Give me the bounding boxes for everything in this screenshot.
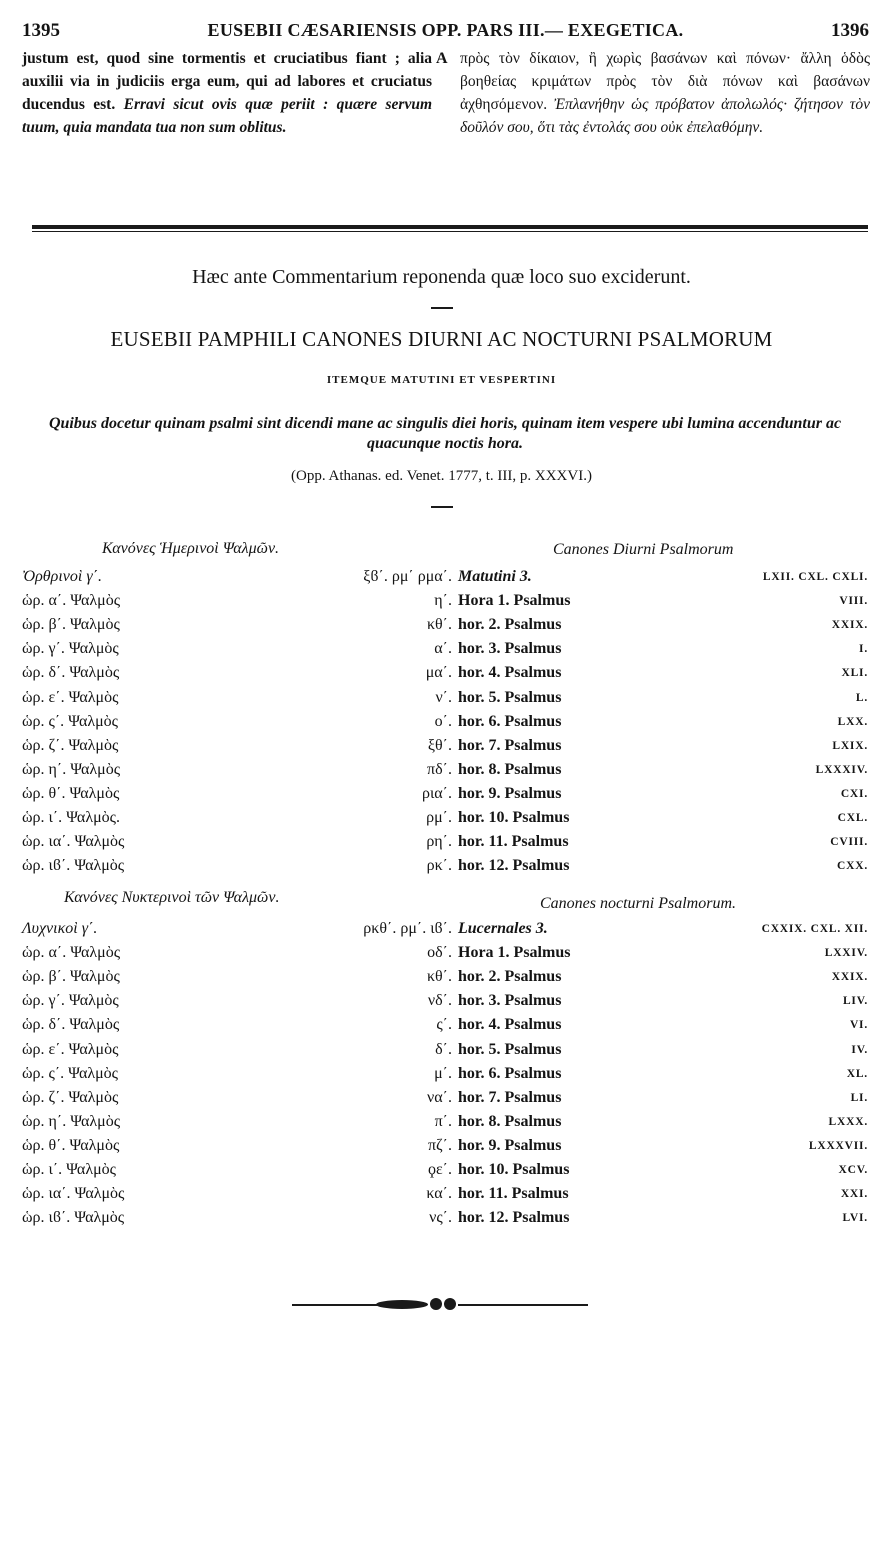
greek-hour-label: ὡρ. ιϐ΄. Ψαλμὸς [22,857,125,875]
running-title: EUSEBII CÆSARIENSIS OPP. PARS III.— EXEGETICA. [207,20,684,40]
greek-psalm-number: πδ΄. [427,760,452,778]
latin-hour-label: hor. 3. Psalmus [458,992,562,1010]
greek-psalm-number: κθ΄. [426,968,452,986]
greek-psalm-number: δ΄. [435,1040,452,1058]
section-divider-thick [32,225,868,229]
latin-psalm-number: LXIX. [832,739,868,752]
latin-hour-label: hor. 3. Psalmus [458,640,562,658]
greek-psalm-number: μα΄. [425,664,452,682]
canon-row [22,689,868,713]
canon-row [22,737,868,761]
canon-row [22,968,868,992]
greek-hour-label: ὡρ. α΄. Ψαλμὸς [22,592,121,610]
greek-hour-label: ὡρ. ε΄. Ψαλμὸς [22,1040,119,1058]
canon-row [22,833,868,857]
ornament-line-right [458,1304,588,1306]
greek-hour-label: Λυχνικοὶ γ΄. [22,920,98,937]
latin-psalm-number: XCV. [838,1164,868,1176]
greek-hour-label: ὡρ. ι΄. Ψαλμὸς. [22,809,120,826]
greek-psalm-number: ρια΄. [422,784,452,802]
latin-hour-label: hor. 11. Psalmus [458,833,569,851]
greek-hour-label: ὡρ. ς΄. Ψαλμὸς [22,1064,119,1082]
canon-row [22,1161,868,1185]
canon-row [22,809,868,833]
latin-psalm-number: CVIII. [830,836,868,849]
canon-row [22,1209,868,1233]
notice-line: Hæc ante Commentarium reponenda quæ loco suo exciderunt. [192,266,691,288]
latin-psalm-number: LXXXVII. [808,1139,868,1152]
canon-row [22,1065,868,1089]
latin-psalm-number: LXII. CXL. CXLI. [762,571,868,583]
greek-psalm-number: ϙε΄. [427,1161,452,1178]
greek-psalm-number: μ΄. [434,1064,452,1082]
greek-hour-label: ὡρ. δ΄. Ψαλμὸς [22,664,120,682]
greek-psalm-number: νς΄. [429,1209,452,1227]
latin-psalm-number: LIV. [842,995,868,1008]
latin-psalm-number: VIII. [839,595,868,608]
latin-psalm-number: CXXIX. CXL. XII. [761,923,868,935]
greek-psalm-number: κθ΄. [426,616,452,634]
latin-continuation [22,47,448,139]
latin-hour-label: hor. 5. Psalmus [458,688,562,706]
latin-hour-label: hor. 5. Psalmus [458,1040,562,1058]
latin-hour-label: hor. 9. Psalmus [458,1136,562,1154]
greek-hour-label: ὡρ. ς΄. Ψαλμὸς [22,712,119,730]
canon-row [22,1137,868,1161]
latin-hour-label: hor. 9. Psalmus [458,784,562,802]
canon-row [22,761,868,785]
greek-psalm-number: ν΄. [435,688,452,706]
canon-row [22,1185,868,1209]
greek-psalm-number: κα΄. [426,1185,452,1203]
greek-psalm-number: η΄. [434,592,452,610]
nocturni-greek-heading: Κανόνες Νυκτερινοὶ τῶν Ψαλμῶν. [64,889,280,906]
canon-row [22,713,868,737]
greek-psalm-number: ρκ΄. [426,857,452,875]
canon-row [22,568,868,592]
canon-row [22,920,868,944]
greek-psalm-number: οδ΄. [427,944,452,962]
page-number-left: 1395 [22,20,60,41]
canon-row [22,857,868,881]
latin-psalm-number: VI. [849,1019,868,1032]
greek-hour-label: ὡρ. α΄. Ψαλμὸς [22,944,121,962]
latin-hour-label: hor. 4. Psalmus [458,1016,562,1034]
canon-row [22,640,868,664]
latin-hour-label: hor. 8. Psalmus [458,1112,562,1130]
latin-hour-label: hor. 11. Psalmus [458,1185,569,1203]
greek-hour-label: ὡρ. θ΄. Ψαλμὸς [22,1136,120,1154]
greek-psalm-number: ς΄. [436,1016,452,1034]
ornament-dot [444,1298,456,1310]
latin-hour-label: Hora 1. Psalmus [458,592,571,610]
page-number-right: 1396 [831,20,869,41]
subtitle: ITEMQUE MATUTINI ET VESPERTINI [326,374,557,386]
latin-hour-label: hor. 7. Psalmus [458,736,562,754]
citation: (Opp. Athanas. ed. Venet. 1777, t. III, p. XXXVI.) [291,468,592,484]
description: Quibus docetur quinam psalmi sint dicendi mane ac singulis diei horis, quinam item vespere ubi lumina accenduntur ac quacunque noctis hora. [48,415,842,452]
latin-psalm-number: LXXIV. [824,947,868,960]
greek-hour-label: ὡρ. ε΄. Ψαλμὸς [22,688,119,706]
latin-continuation-quote: Erravi sicut ovis quæ periit : quære servum tuum, quia mandata tua non sum oblitus. [22,96,433,136]
ornament-line-left [292,1304,382,1306]
greek-hour-label: ὡρ. ζ΄. Ψαλμὸς [22,736,119,754]
greek-hour-label: ὡρ. ια΄. Ψαλμὸς [22,1185,125,1203]
title-separator-dash [431,307,453,309]
diurni-greek-heading: Κανόνες Ἡμερινοὶ Ψαλμῶν. [102,540,280,557]
latin-psalm-number: XXIX. [831,971,868,984]
greek-hour-label: ὡρ. β΄. Ψαλμὸς [22,616,120,634]
greek-hour-label: ὡρ. β΄. Ψαλμὸς [22,968,120,986]
latin-psalm-number: LXXX. [828,1115,868,1128]
greek-psalm-number: ρκθ΄. ρμ΄. ιϐ΄. [363,920,452,937]
latin-psalm-number: XLI. [841,667,868,680]
canon-row [22,785,868,809]
column-marker: A [436,50,448,67]
canon-row [22,664,868,688]
latin-hour-label: hor. 12. Psalmus [458,857,570,875]
greek-hour-label: ὡρ. η΄. Ψαλμὸς [22,760,121,778]
greek-hour-label: ὡρ. η΄. Ψαλμὸς [22,1112,121,1130]
latin-hour-label: hor. 7. Psalmus [458,1088,562,1106]
citation-separator-dash [431,506,453,508]
greek-psalm-number: ξθ΄. [427,736,452,754]
greek-psalm-number: πζ΄. [427,1136,452,1154]
latin-psalm-number: LXXXIV. [815,763,868,776]
canon-row [22,1113,868,1137]
latin-hour-label: hor. 10. Psalmus [458,809,570,826]
greek-hour-label: ὡρ. δ΄. Ψαλμὸς [22,1016,120,1034]
nocturni-latin-heading: Canones nocturni Psalmorum. [540,895,736,912]
latin-psalm-number: LVI. [842,1212,868,1225]
latin-psalm-number: LXX. [837,715,868,728]
greek-hour-label: ὡρ. θ΄. Ψαλμὸς [22,784,120,802]
diurni-latin-heading: Canones Diurni Psalmorum [553,541,734,558]
canon-row [22,592,868,616]
greek-hour-label: ὡρ. ια΄. Ψαλμὸς [22,833,125,851]
latin-hour-label: hor. 12. Psalmus [458,1209,570,1227]
canon-row [22,944,868,968]
greek-psalm-number: ο΄. [434,712,452,730]
main-title: EUSEBII PAMPHILI CANONES DIURNI AC NOCTURNI PSALMORUM [110,327,773,351]
greek-hour-label: ὡρ. ι΄. Ψαλμὸς [22,1161,116,1178]
latin-continuation-text: justum est, quod sine tormentis et cruciatibus fiant ; alia auxilii via in judiciis erga eum, qui ad labores et cruciatus ducendus est. [22,50,432,113]
latin-hour-label: hor. 6. Psalmus [458,712,562,730]
ornament-center [376,1300,428,1309]
ornament-dot [430,1298,442,1310]
latin-psalm-number: XXI. [840,1188,868,1201]
greek-psalm-number: π΄. [434,1112,452,1130]
latin-psalm-number: XXIX. [831,619,868,632]
latin-hour-label: hor. 2. Psalmus [458,616,562,634]
greek-psalm-number: ρμ΄. [426,809,452,826]
latin-hour-label: Hora 1. Psalmus [458,944,571,962]
latin-hour-label: hor. 6. Psalmus [458,1064,562,1082]
greek-psalm-number: α΄. [434,640,452,658]
running-header [22,20,869,42]
latin-psalm-number: CXI. [840,787,868,800]
greek-psalm-number: ρη΄. [426,833,452,851]
latin-psalm-number: CXX. [837,860,868,873]
greek-psalm-number: νδ΄. [427,992,452,1010]
greek-psalm-number: ξϐ΄. ρμ΄ ρμα΄. [363,568,452,585]
greek-continuation [460,47,870,139]
latin-psalm-number: LI. [850,1091,868,1104]
latin-hour-label: hor. 2. Psalmus [458,968,562,986]
greek-continuation-text: πρὸς τὸν δίκαιον, ἢ χωρὶς βασάνων καὶ πόνων· ἄλλη ὁδὸς βοηθείας κριμάτων πρὸς τὸν διὰ πόνων καὶ βασάνων ἀχθησόμενον. [460,50,870,113]
greek-hour-label: ὡρ. ζ΄. Ψαλμὸς [22,1088,119,1106]
latin-hour-label: Lucernales 3. [458,920,548,937]
latin-hour-label: Matutini 3. [458,568,532,585]
greek-hour-label: Ὀρθρινοὶ γ΄. [22,568,102,585]
greek-hour-label: ὡρ. γ΄. Ψαλμὸς [22,992,119,1010]
latin-psalm-number: IV. [851,1043,868,1056]
latin-psalm-number: L. [855,691,868,704]
latin-psalm-number: I. [859,643,868,656]
greek-psalm-number: να΄. [427,1088,452,1106]
canon-row [22,1089,868,1113]
latin-hour-label: hor. 10. Psalmus [458,1161,570,1178]
greek-hour-label: ὡρ. γ΄. Ψαλμὸς [22,640,119,658]
canon-row [22,1016,868,1040]
latin-hour-label: hor. 8. Psalmus [458,760,562,778]
canon-row [22,616,868,640]
canon-row [22,992,868,1016]
canon-row [22,1041,868,1065]
greek-continuation-quote: Ἐπλανήθην ὡς πρόβατον ἀπολωλός· ζήτησον τὸν δοῦλόν σου, ὅτι τὰς ἐντολάς σου οὐκ ἐπελαθόμην. [460,96,870,136]
section-divider-thin [32,231,868,232]
greek-hour-label: ὡρ. ιϐ΄. Ψαλμὸς [22,1209,125,1227]
latin-psalm-number: CXL. [837,812,868,824]
latin-psalm-number: XL. [846,1067,868,1080]
latin-hour-label: hor. 4. Psalmus [458,664,562,682]
